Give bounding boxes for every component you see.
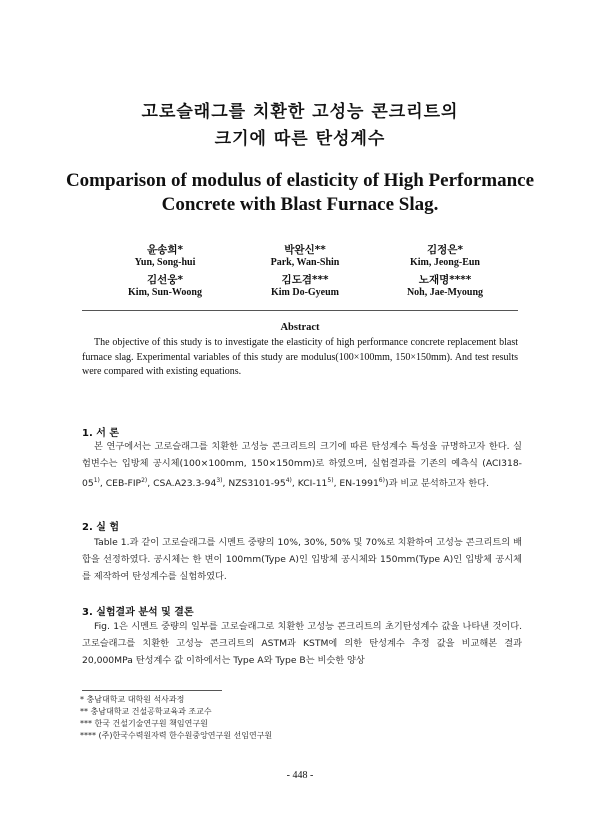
reference-en: EN-1991$^{6)}$ <box>339 477 385 490</box>
introduction-paragraph: 본 연구에서는 고로슬래그를 치환한 고성능 콘크리트의 크기에 따른 탄성계수 특성을 규명하고자 한다. 실험변수는 입방체 공시체(100×100mm, 150×150mm)로 하였으며, 실험결과를 기존의 예측식 (ACI318-05$^{1)}$, CEB-FIP$^{2)}$, CSA.A23.3-94$^{3)}$, NZS3101-95$^{4)}$, KCI-11$^{5)}$, EN-1991$^{6)}$)과 비교 분석하고자 한다. <box>82 441 522 490</box>
author-name: 김도겸*** <box>281 274 329 286</box>
author-names-row-1 <box>95 242 515 257</box>
results-paragraph: Fig. 1은 시멘트 중량의 일부를 고로슬래그로 치환한 고성능 콘크리트의 초기탄성계수 값을 나타낸 것이다. 고로슬래그를 치환한 고성능 콘크리트의 ASTM과 KSTM에 의한 탄성계수 추정 값을 비교해본 결과 20,000MPa 탄성계수 값 이하에서는 Type A와 Type B는 비슷한 양상 <box>82 621 522 666</box>
footnote: **** (주)한국수력원자력 한수원중앙연구원 선임연구원 <box>80 731 273 740</box>
author-romanized: Kim Do-Gyeum <box>270 287 340 298</box>
author-romanized: Kim, Jeong-Eun <box>409 257 480 268</box>
footnote: * 충남대학교 대학원 석사과정 <box>80 695 185 704</box>
english-title-line-2: Concrete with Blast Furnace Slag. <box>161 194 439 215</box>
korean-title-line-1: 고로슬래그를 치환한 고성능 콘크리트의 <box>141 102 459 122</box>
author-name: 김선웅* <box>147 274 183 286</box>
section-heading-experiment: 2. 실 험 <box>82 522 120 533</box>
author-names-row-2 <box>95 272 515 287</box>
author-romanized: Park, Wan-Shin <box>270 257 340 268</box>
korean-title-line-2: 크기에 따른 탄성계수 <box>214 129 386 149</box>
author-name: 박완신** <box>284 244 326 256</box>
reference-csa: CSA.A23.3-94$^{3)}$ <box>153 477 223 490</box>
reference-ceb: CEB-FIP$^{2)}$ <box>105 477 148 490</box>
footnote: *** 한국 건설기술연구원 책임연구원 <box>80 719 208 728</box>
author-romanized-row-1 <box>95 257 515 272</box>
abstract-text: The objective of this study is to investigate the elasticity of high performance concrete replacement blast furnace slag. Experimental variables of this study are modulus(100×100mm, 150×150mm). And test results were compared with existing equations. <box>82 337 518 377</box>
header-divider <box>82 310 518 311</box>
author-block <box>95 242 515 302</box>
author-name: 김정은* <box>427 244 463 256</box>
reference-nzs: NZS3101-95$^{4)}$ <box>228 477 292 490</box>
section-heading-introduction: 1. 서 론 <box>82 428 120 439</box>
introduction-text: 본 연구에서는 고로슬래그를 치환한 고성능 콘크리트의 크기에 따른 탄성계수 특성을 규명하고자 한다. 실험변수는 입방체 공시체(100×100mm, 150×150mm)로 하였으며, 실험결과를 기존의 예측식 <box>82 441 522 469</box>
footnote-divider <box>82 690 222 691</box>
footnote: ** 충남대학교 건설공학교육과 조교수 <box>80 707 212 716</box>
section-heading-results: 3. 실험결과 분석 및 결론 <box>82 607 194 618</box>
abstract-heading: Abstract <box>280 322 320 333</box>
author-romanized-row-2 <box>95 287 515 302</box>
english-title-line-1: Comparison of modulus of elasticity of High Performance <box>65 170 535 191</box>
author-name: 노재명**** <box>418 274 472 286</box>
author-name: 윤송희* <box>147 244 183 256</box>
reference-kci: KCI-11$^{5)}$ <box>297 477 334 490</box>
introduction-tail: 과 비교 분석하고자 한다. <box>388 478 489 490</box>
page-number: - 448 - <box>286 770 314 781</box>
reference-aci: ACI318-05$^{1)}$ <box>82 458 522 490</box>
author-romanized: Kim, Sun-Woong <box>128 287 202 298</box>
author-romanized: Yun, Song-hui <box>134 257 196 268</box>
experiment-paragraph: Table 1.과 같이 고로슬래그를 시멘트 중량의 10%, 30%, 50% 및 70%로 치환하여 고성능 콘크리트의 배합을 선정하였다. 공시체는 한 변이 100mm(Type A)인 입방체 공시체와 150mm(Type A)인 입방체 공시체를 제작하여 탄성계수를 실험하였다. <box>82 537 522 582</box>
author-romanized: Noh, Jae-Myoung <box>406 287 484 298</box>
